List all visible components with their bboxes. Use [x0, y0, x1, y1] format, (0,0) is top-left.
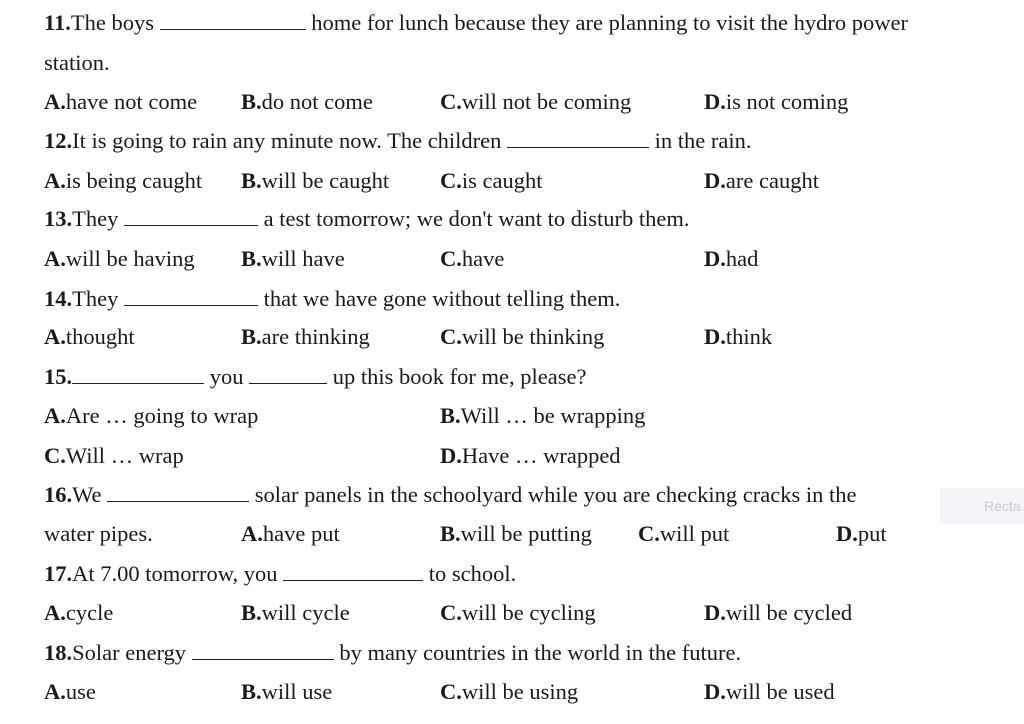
question-11-options	[44, 87, 1016, 117]
option-b: B.will use	[241, 679, 333, 704]
question-11-stem-continued	[44, 48, 1016, 78]
question-number: 16.	[44, 482, 73, 507]
question-number: 12.	[44, 128, 73, 153]
option-c: C.will not be coming	[440, 89, 632, 114]
option-b: B.Will … be wrapping	[440, 403, 646, 428]
stem-text: The boys	[70, 10, 155, 35]
question-13-options	[44, 244, 1016, 274]
question-15-options-row-2	[44, 441, 1016, 471]
question-18-options	[44, 677, 1016, 707]
question-11-stem	[44, 8, 1016, 38]
question-12-options	[44, 166, 1016, 196]
question-number: 15.	[44, 364, 73, 389]
stem-text: They	[72, 286, 119, 311]
question-17-options	[44, 598, 1016, 628]
stem-text: water pipes.	[44, 521, 153, 546]
stem-text: by many countries in the world in the future.	[339, 640, 742, 665]
answer-blank	[72, 365, 204, 384]
question-18-stem	[44, 638, 1016, 668]
stem-text: home for lunch because they are planning to visit the hydro power	[311, 10, 908, 35]
option-b: B.will be caught	[241, 168, 390, 193]
option-b: B.will cycle	[241, 600, 350, 625]
question-number: 14.	[44, 286, 73, 311]
option-c: C.have	[440, 246, 505, 271]
answer-blank	[283, 562, 423, 581]
question-14-stem	[44, 284, 1016, 314]
stem-text: They	[72, 206, 119, 231]
option-b: B.will have	[241, 246, 345, 271]
stem-text: that we have gone without telling them.	[263, 286, 621, 311]
question-16-stem	[44, 480, 1016, 510]
stem-text: up this book for me, please?	[332, 364, 587, 389]
stem-text: Solar energy	[72, 640, 187, 665]
answer-blank	[160, 11, 306, 30]
stem-text: in the rain.	[654, 128, 752, 153]
option-a: A.is being caught	[44, 168, 203, 193]
question-number: 11.	[44, 10, 71, 35]
question-15-options-row-1	[44, 401, 1016, 431]
answer-blank	[124, 207, 258, 226]
option-a: A.thought	[44, 324, 135, 349]
stem-text: a test tomorrow; we don't want to disturb them.	[263, 206, 690, 231]
option-a: A.have not come	[44, 89, 198, 114]
option-c: C.is caught	[440, 168, 543, 193]
stem-text: to school.	[428, 561, 517, 586]
stem-text: solar panels in the schoolyard while you are checking cracks in the	[254, 482, 857, 507]
answer-blank	[124, 287, 258, 306]
option-b: B.will be putting	[440, 521, 592, 546]
option-a: A.Are … going to wrap	[44, 403, 259, 428]
option-d: D.is not coming	[704, 89, 849, 114]
question-12-stem	[44, 126, 1016, 156]
option-a: A.have put	[241, 521, 340, 546]
option-d: D.had	[704, 246, 759, 271]
answer-blank	[192, 641, 334, 660]
stem-text: you	[209, 364, 244, 389]
question-14-options	[44, 322, 1016, 352]
stem-text: It is going to rain any minute now. The children	[72, 128, 502, 153]
question-15-stem	[44, 362, 1016, 392]
option-d: D.are caught	[704, 168, 819, 193]
option-d: D.will be cycled	[704, 600, 853, 625]
answer-blank	[507, 129, 649, 148]
question-number: 18.	[44, 640, 73, 665]
truncated-next-line	[44, 710, 1024, 724]
option-a: A.cycle	[44, 600, 114, 625]
question-16-stem-continued-and-options	[44, 519, 1016, 549]
option-d: D.think	[704, 324, 773, 349]
option-a: A.use	[44, 679, 96, 704]
option-c: C.will be using	[440, 679, 579, 704]
question-number: 13.	[44, 206, 73, 231]
stem-text: station.	[44, 50, 110, 75]
option-d: D.Have … wrapped	[440, 443, 621, 468]
option-a: A.will be having	[44, 246, 195, 271]
option-c: C.will be thinking	[440, 324, 605, 349]
stem-text: At 7.00 tomorrow, you	[72, 561, 278, 586]
question-17-stem	[44, 559, 1016, 589]
question-13-stem	[44, 204, 1016, 234]
answer-blank	[107, 483, 249, 502]
option-c: C.Will … wrap	[44, 443, 184, 468]
option-c: C.will put	[638, 521, 730, 546]
watermark-overlay: Recta	[940, 488, 1024, 524]
question-number: 17.	[44, 561, 73, 586]
option-c: C.will be cycling	[440, 600, 596, 625]
option-d: D.put	[836, 521, 887, 546]
option-d: D.will be used	[704, 679, 835, 704]
answer-blank	[249, 365, 327, 384]
stem-text: We	[72, 482, 102, 507]
option-b: B.are thinking	[241, 324, 370, 349]
option-b: B.do not come	[241, 89, 373, 114]
